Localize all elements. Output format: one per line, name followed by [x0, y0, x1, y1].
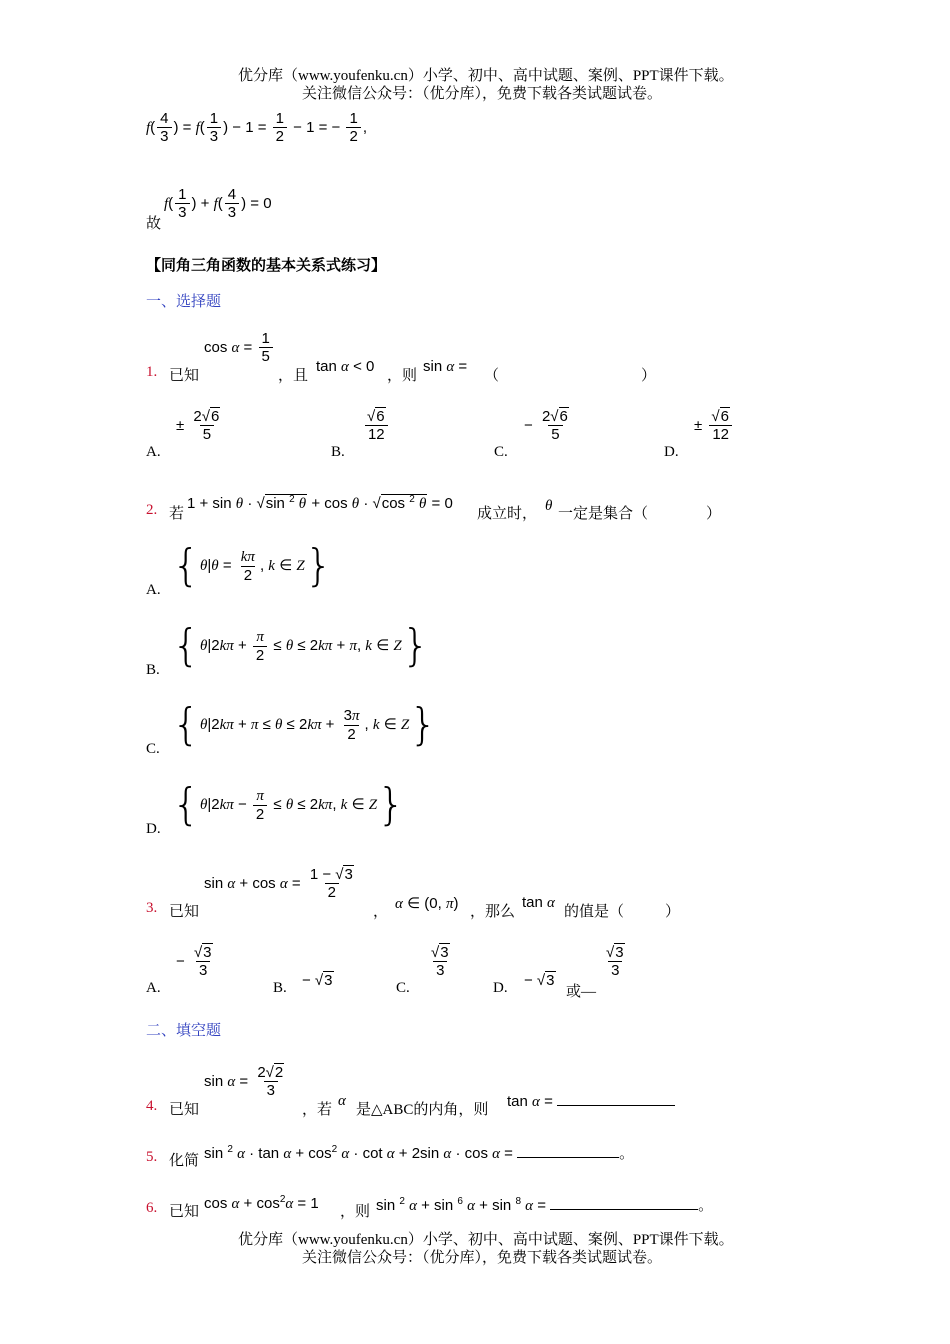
q5-lead: 化简: [169, 1153, 200, 1169]
q3-tan-symbol: tan α: [522, 894, 555, 911]
q1-sin-expr: sin α =: [423, 358, 468, 375]
q3-option-d-value-2: $\frac{√3}{3}$: [606, 944, 624, 979]
q2-number: 2.: [146, 502, 158, 518]
q2-option-b-set: {θ|2kπ + $\frac{\pi}{2}$ ≤ θ ≤ 2kπ + π, k ∈ Z}: [172, 620, 430, 671]
q1-option-a-label: A.: [146, 444, 161, 460]
q3-tail: 的值是（: [564, 904, 625, 920]
q4-alpha: α: [338, 1093, 346, 1109]
q3-option-b-label: B.: [273, 980, 287, 996]
q2-lead: 若: [169, 506, 185, 522]
q2-option-a-label: A.: [146, 582, 161, 598]
q6-lead: 已知: [169, 1204, 200, 1220]
q4-number: 4.: [146, 1098, 158, 1114]
q2-tail-1: 成立时，: [477, 506, 538, 522]
q2-option-c-label: C.: [146, 741, 160, 757]
q6-expression: sin $^2$ α + sin $^6$ α + sin $^8$ α = 。: [376, 1196, 714, 1214]
q5-number: 5.: [146, 1149, 158, 1165]
q3-option-d-or: 或—: [566, 984, 597, 1000]
q1-option-c-value: − $\frac{2√6}{5}$: [524, 408, 568, 443]
q1-option-b-label: B.: [331, 444, 345, 460]
q3-option-b-value: − √3: [302, 972, 333, 989]
q4-tan-blank: tan α =: [507, 1093, 675, 1111]
q1-paren-close: ）: [641, 368, 657, 384]
q2-paren-close: ）: [706, 506, 722, 522]
q1-number: 1.: [146, 364, 158, 380]
formula-f-four-thirds: f( $\frac{4}{3}$ ) = f( $\frac{1}{3}$ ) − 1 = $\frac{1}{2}$ − 1 = − $\frac{1}{2}$ ,: [146, 110, 367, 145]
q1-and: ，且: [278, 368, 309, 384]
q1-cos-formula: cos α = $\frac{1}{5}$: [204, 330, 275, 366]
part-1-heading: 一、选择题: [146, 294, 222, 310]
q3-sum-formula: sin α + cos α = $\frac{1 - √3}{2}$: [204, 866, 353, 901]
q3-option-a-label: A.: [146, 980, 161, 996]
q1-option-b-value: $\frac{√6}{12}$: [362, 408, 391, 444]
q4-sin-formula: sin α = $\frac{2√2}{3}$: [204, 1064, 284, 1099]
section-title: 【同角三角函数的基本关系式练习】: [146, 258, 387, 274]
q3-then: ，那么: [470, 904, 516, 920]
q6-mid: ，则: [340, 1204, 371, 1220]
q4-mid-2: 是△ABC的内角，则: [356, 1102, 489, 1118]
footer-line-1: 优分库（www.youfenku.cn）小学、初中、高中试题、案例、PPT课件下载。: [238, 1232, 734, 1248]
q5-expression: sin $^2$ $\alpha \cdot \tan \alpha + \cos^2 \alpha \cdot \cot \alpha + 2\sin$ α · cos α = 。: [204, 1144, 635, 1162]
q1-option-d-label: D.: [664, 444, 679, 460]
q3-comma: ，: [373, 904, 389, 920]
formula-sum-zero: f( $\frac{1}{3}$ ) + f( $\frac{4}{3}$ ) = 0: [164, 186, 272, 221]
q1-option-d-value: ± $\frac{√6}{12}$: [694, 408, 735, 444]
q2-option-c-set: {θ|2kπ + π ≤ θ ≤ 2kπ + $\frac{3\pi}{2}$ , k ∈ Z}: [172, 699, 438, 750]
therefore-label: 故: [146, 216, 162, 232]
q1-option-c-label: C.: [494, 444, 508, 460]
q3-number: 3.: [146, 900, 158, 916]
q1-option-a-value: ± $\frac{2√6}{5}$: [176, 408, 220, 443]
header-line-2: 关注微信公众号：（优分库），免费下载各类试题试卷。: [302, 86, 663, 102]
q3-option-d-value-1: − √3: [524, 972, 555, 989]
q3-option-d-label: D.: [493, 980, 508, 996]
part-2-heading: 二、填空题: [146, 1023, 222, 1039]
q2-option-d-set: {θ|2kπ − $\frac{\pi}{2}$ ≤ θ ≤ 2kπ, k ∈ Z}: [172, 779, 406, 830]
header-line-1: 优分库（www.youfenku.cn）小学、初中、高中试题、案例、PPT课件下载。: [238, 68, 734, 84]
q3-lead: 已知: [169, 904, 200, 920]
q3-option-c-label: C.: [396, 980, 410, 996]
q2-option-d-label: D.: [146, 821, 161, 837]
q2-tail-2: 一定是集合（: [558, 506, 649, 522]
q1-tan-condition: tan α < 0: [316, 358, 375, 375]
footer-line-2: 关注微信公众号：（优分库），免费下载各类试题试卷。: [302, 1250, 663, 1266]
q3-paren-close: ）: [665, 904, 681, 920]
q2-option-a-set: {θ|θ = $\frac{k\pi}{2}$ , k ∈ Z}: [172, 540, 333, 591]
q3-option-c-value: $\frac{√3}{3}$: [431, 944, 449, 979]
q1-lead: 已知: [169, 368, 200, 384]
q6-number: 6.: [146, 1200, 158, 1216]
q2-condition-formula: 1 + sin θ · √sin $^2$ θ + cos θ · √cos $^2$ θ = 0: [187, 494, 453, 512]
q2-theta-symbol: θ: [545, 498, 553, 514]
q3-option-a-value: − $\frac{√3}{3}$: [176, 944, 212, 979]
q2-option-b-label: B.: [146, 662, 160, 678]
q1-paren-open: （: [484, 368, 500, 384]
q4-lead: 已知: [169, 1102, 200, 1118]
q3-interval: α ∈ (0, π): [395, 895, 459, 912]
q1-then: ，则: [387, 368, 418, 384]
q4-mid: ，若: [302, 1102, 333, 1118]
q6-condition: $\cos \alpha + \cos^2\alpha = 1$: [204, 1194, 319, 1212]
